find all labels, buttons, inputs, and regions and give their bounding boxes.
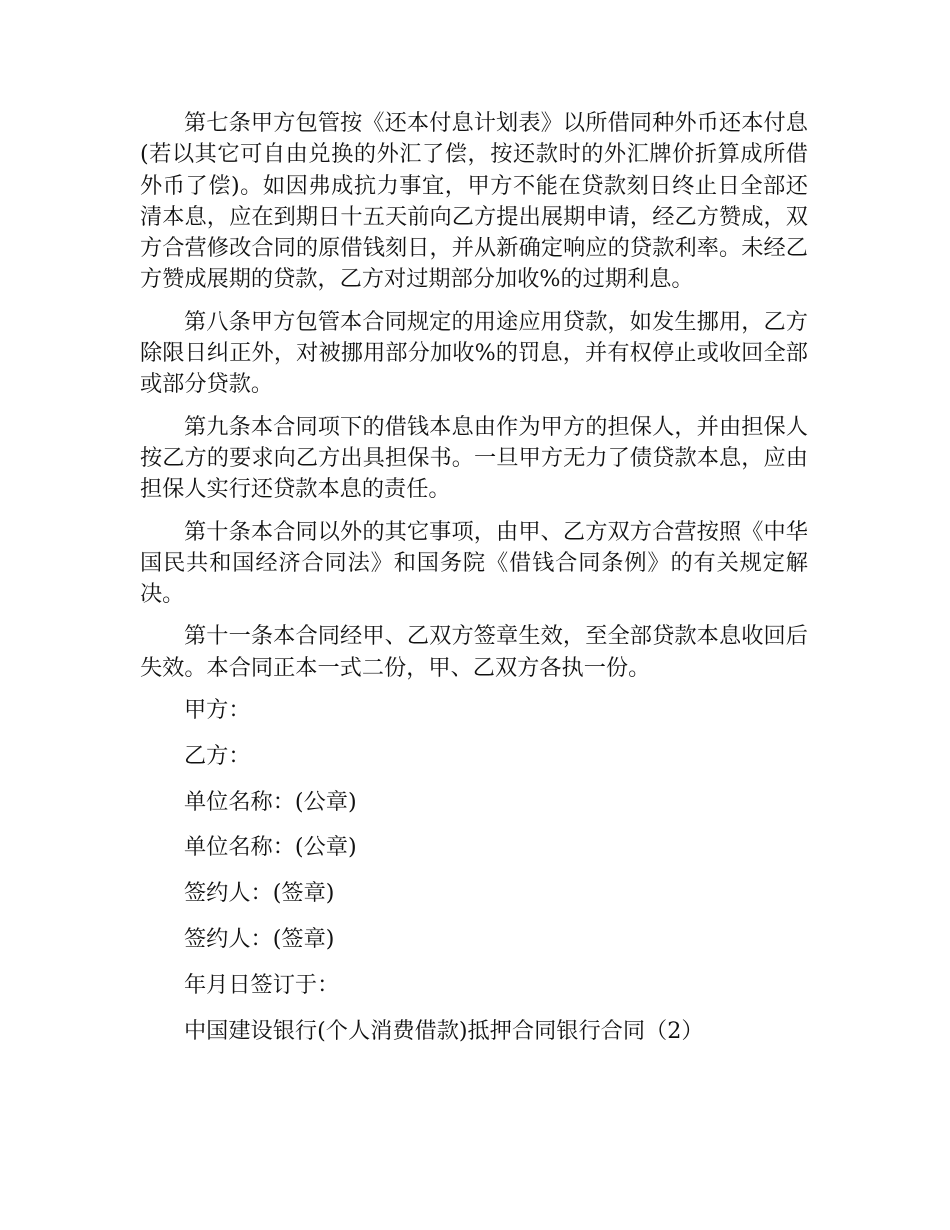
document-body [140,108,808,1061]
party-a-line: 甲方： [184,697,251,724]
signatory-line: 签约人：(签章) [184,926,335,953]
clause-9-paragraph: 第九条本合同项下的借钱本息由作为甲方的担保人，并由担保人按乙方的要求向乙方出具担保书。一旦甲方无力了债贷款本息，应由担保人实行还贷款本息的责任。 [140,413,808,503]
signing-date-place-line: 年月日签订于： [184,971,340,998]
unit-name-line: 单位名称：(公章) [184,788,357,815]
signatory-line: 签约人：(签章) [184,880,335,907]
clause-10-paragraph: 第十条本合同以外的其它事项，由甲、乙方双方合营按照《中华国民共和国经济合同法》和国务院《借钱合同条例》的有关规定解决。 [140,518,808,608]
party-b-line: 乙方： [184,742,251,769]
clause-11-paragraph: 第十一条本合同经甲、乙双方签章生效，至全部贷款本息收回后失效。本合同正本一式二份，甲、乙双方各执一份。 [140,623,808,681]
next-document-title: 中国建设银行(个人消费借款)抵押合同银行合同（2） [184,1017,704,1044]
unit-name-line: 单位名称：(公章) [184,834,357,861]
clause-8-paragraph: 第八条甲方包管本合同规定的用途应用贷款，如发生挪用，乙方除限日纠正外，对被挪用部分加收%的罚息，并有权停止或收回全部或部分贷款。 [140,308,808,398]
clause-7-paragraph: 第七条甲方包管按《还本付息计划表》以所借同种外币还本付息(若以其它可自由兑换的外汇了偿，按还款时的外汇牌价折算成所借外币了偿)。如因弗成抗力事宜，甲方不能在贷款刻日终止日全部还清本息，应在到期日十五天前向乙方提出展期申请，经乙方赞成，双方合营修改合同的原借钱刻日，并从新确定响应的贷款利率。未经乙方赞成展期的贷款，乙方对过期部分加收%的过期利息。 [140,110,808,293]
